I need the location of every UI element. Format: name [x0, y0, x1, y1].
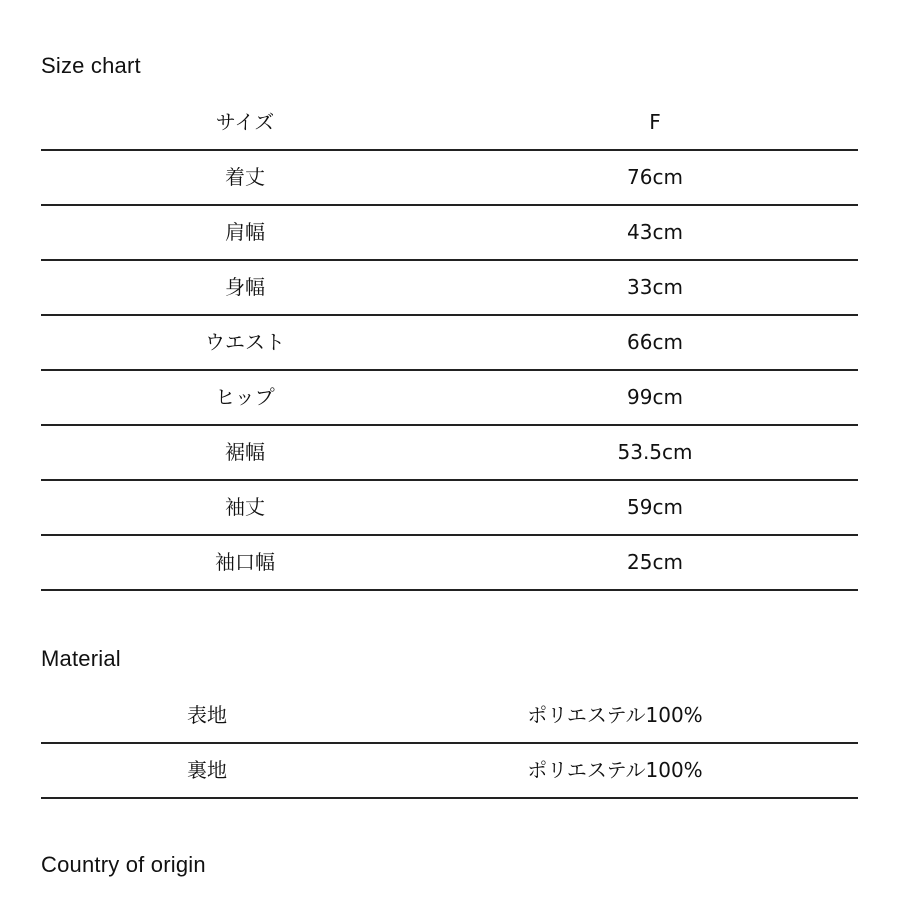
cell-value: 76cm [627, 165, 683, 189]
cell-label: 肩幅 [225, 220, 265, 244]
cell-value: 33cm [627, 275, 683, 299]
table-row [41, 206, 858, 261]
cell-label: 袖丈 [225, 495, 265, 519]
cell-value: 53.5cm [617, 440, 693, 464]
cell-label: 裏地 [187, 758, 227, 782]
cell-label: 着丈 [225, 165, 265, 189]
cell-value: ポリエステル100% [527, 758, 703, 782]
size-chart-table [41, 96, 858, 591]
size-header-label: サイズ [215, 110, 275, 134]
table-row [41, 536, 858, 591]
cell-value: 99cm [627, 385, 683, 409]
table-row [41, 426, 858, 481]
table-row [41, 744, 858, 799]
size-header-value: F [649, 110, 661, 134]
material-heading: Material [41, 646, 121, 671]
cell-value: 66cm [627, 330, 683, 354]
cell-label: ウエスト [205, 330, 285, 354]
cell-label: 袖口幅 [215, 550, 275, 574]
table-row [41, 151, 858, 206]
table-row [41, 371, 858, 426]
size-chart-heading: Size chart [41, 53, 141, 78]
material-table [41, 689, 858, 799]
cell-label: 裾幅 [225, 440, 265, 464]
cell-label: ヒップ [215, 385, 275, 409]
table-header-row [41, 96, 858, 151]
cell-value: 59cm [627, 495, 683, 519]
table-row [41, 261, 858, 316]
table-row [41, 481, 858, 536]
cell-label: 表地 [187, 703, 227, 727]
country-heading: Country of origin [41, 852, 206, 877]
cell-value: 43cm [627, 220, 683, 244]
cell-label: 身幅 [225, 275, 265, 299]
cell-value: 25cm [627, 550, 683, 574]
table-row [41, 689, 858, 744]
table-row [41, 316, 858, 371]
cell-value: ポリエステル100% [527, 703, 703, 727]
